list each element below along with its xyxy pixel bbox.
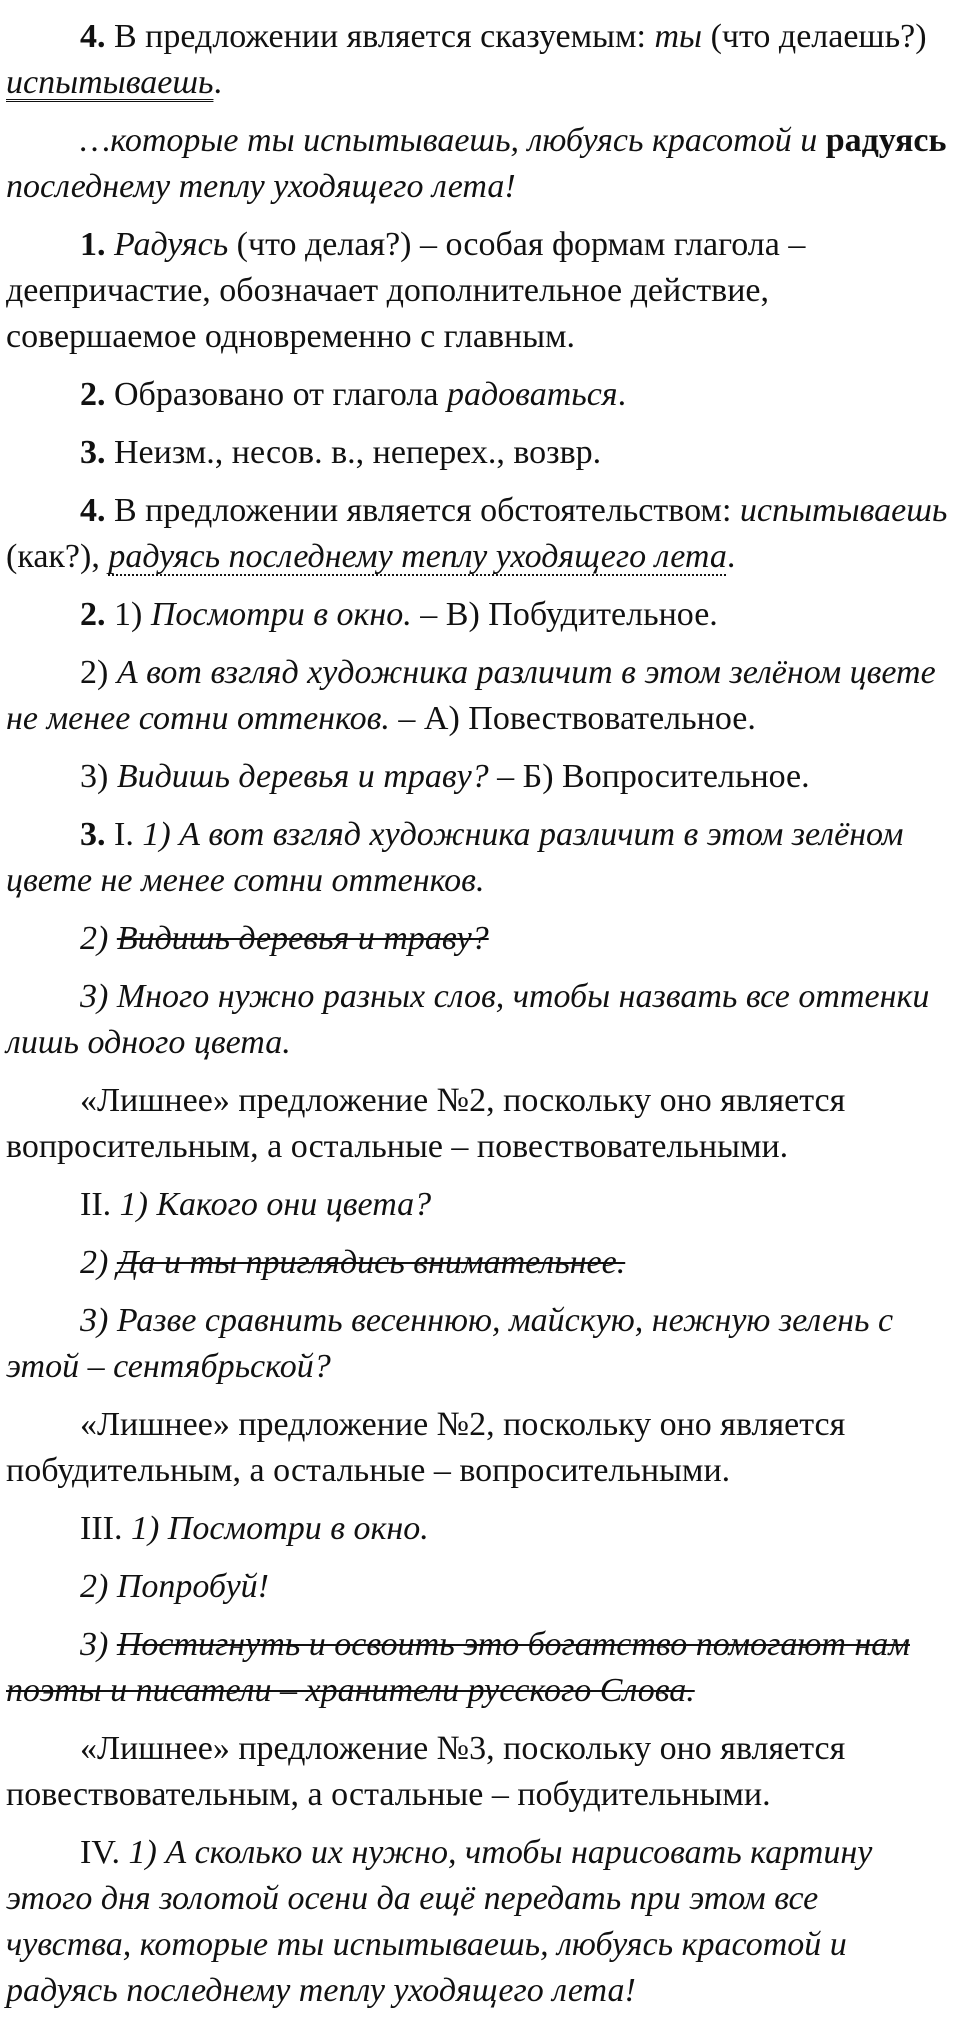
subject-word: ты [654, 18, 703, 55]
paragraph-14 [6, 1182, 952, 1228]
text: …которые ты испытываешь, любуясь красотой и [80, 122, 826, 159]
text: В предложении является обстоятельством: [105, 492, 740, 529]
paragraph-4 [6, 372, 952, 418]
text: Образовано от глагола [105, 376, 447, 413]
sentence: А вот взгляд художника различит в этом зелёном цвете не менее сотни оттенков. [6, 654, 936, 737]
bold-word: радуясь [825, 122, 947, 159]
predicate-word: испытываешь [6, 64, 214, 101]
item-number: 1. [80, 226, 106, 263]
sentence: 1) Посмотри в окно. [130, 1510, 429, 1547]
quoted-sentence [6, 118, 952, 210]
paragraph-8 [6, 650, 952, 742]
item-number: 3. [80, 434, 106, 471]
paragraph-21 [6, 1726, 952, 1818]
word: испытываешь [739, 492, 948, 529]
sentence: 2) Попробуй! [80, 1568, 269, 1605]
struck-sentence: Видишь деревья и траву? [116, 920, 489, 957]
text: 2) [80, 654, 117, 691]
sentence: Видишь деревья и траву? [116, 758, 489, 795]
sentence: 3) Разве сравнить весеннюю, майскую, нежную зелень с этой – сентябрьской? [6, 1302, 894, 1385]
paragraph-13 [6, 1078, 952, 1170]
text: последнему теплу уходящего лета! [6, 168, 516, 205]
sentence: 3) Много нужно разных слов, чтобы назвать все оттенки лишь одного цвета. [6, 978, 930, 1061]
text: 3) [80, 1626, 117, 1663]
struck-sentence: Постигнуть и освоить это богатство помогают нам поэты и писатели – хранители русского Слова. [6, 1626, 910, 1709]
paragraph-11 [6, 916, 952, 962]
adverbial-phrase: радуясь последнему теплу уходящего лета [108, 538, 727, 575]
struck-sentence: Да и ты приглядись внимательнее. [116, 1244, 626, 1281]
text: В предложении является сказуемым: [105, 18, 655, 55]
paragraph-12 [6, 974, 952, 1066]
text: «Лишнее» предложение №2, поскольку оно является побудительным, а остальные – вопросительными. [6, 1406, 846, 1489]
answer: – А) Повествовательное. [389, 700, 756, 737]
roman-numeral: II. [80, 1186, 120, 1223]
roman-numeral: IV. [80, 1834, 129, 1871]
paragraph-22 [6, 1830, 952, 2014]
paragraph-5 [6, 430, 952, 476]
text: Неизм., несов. в., неперех., возвр. [105, 434, 602, 471]
paragraph-19 [6, 1564, 952, 1610]
roman-numeral: III. [80, 1510, 131, 1547]
text: . [726, 538, 736, 575]
paragraph-16 [6, 1298, 952, 1390]
item-number: 2. [80, 376, 106, 413]
text: 1) [105, 596, 151, 633]
item-number: 4. [80, 492, 106, 529]
answer: – В) Побудительное. [411, 596, 718, 633]
text: . [617, 376, 627, 413]
word: Радуясь [114, 226, 229, 263]
text: «Лишнее» предложение №3, поскольку оно является повествовательным, а остальные – побудительными. [6, 1730, 846, 1813]
paragraph-17 [6, 1402, 952, 1494]
sentence: 1) А вот взгляд художника различит в этом зелёном цвете не менее сотни оттенков. [6, 816, 904, 899]
sentence: 1) А сколько их нужно, чтобы нарисовать картину этого дня золотой осени да ещё передать при этом все чувства, которые ты испытываешь, любуясь красотой и радуясь последнему теплу уходящего лета! [6, 1834, 873, 2009]
text: «Лишнее» предложение №2, поскольку оно является вопросительным, а остальные – повествовательными. [6, 1082, 846, 1165]
paragraph-7 [6, 592, 952, 638]
paragraph-15 [6, 1240, 952, 1286]
answer: – Б) Вопросительное. [488, 758, 810, 795]
item-number: 3. [80, 816, 106, 853]
item-number: 4. [80, 18, 106, 55]
word: радоваться [446, 376, 618, 413]
text: 3) [80, 758, 117, 795]
text: . [213, 64, 222, 101]
paragraph-10 [6, 812, 952, 904]
paragraph-18 [6, 1506, 952, 1552]
sentence: Посмотри в окно. [150, 596, 412, 633]
text: 2) [80, 1244, 117, 1281]
text: (как?), [6, 538, 109, 575]
text: 2) [80, 920, 117, 957]
paragraph-6 [6, 488, 952, 580]
item-number: 2. [80, 596, 106, 633]
sentence: 1) Какого они цвета? [119, 1186, 432, 1223]
text: (что делаешь?) [702, 18, 927, 55]
paragraph-1 [6, 14, 952, 106]
paragraph-20 [6, 1622, 952, 1714]
roman-numeral: I. [105, 816, 143, 853]
text: (что делая?) – особая формам глагола – деепричастие, обозначает дополнительное действие, совершаемое одновременно с главным. [6, 226, 806, 355]
paragraph-3 [6, 222, 952, 360]
paragraph-9 [6, 754, 952, 800]
